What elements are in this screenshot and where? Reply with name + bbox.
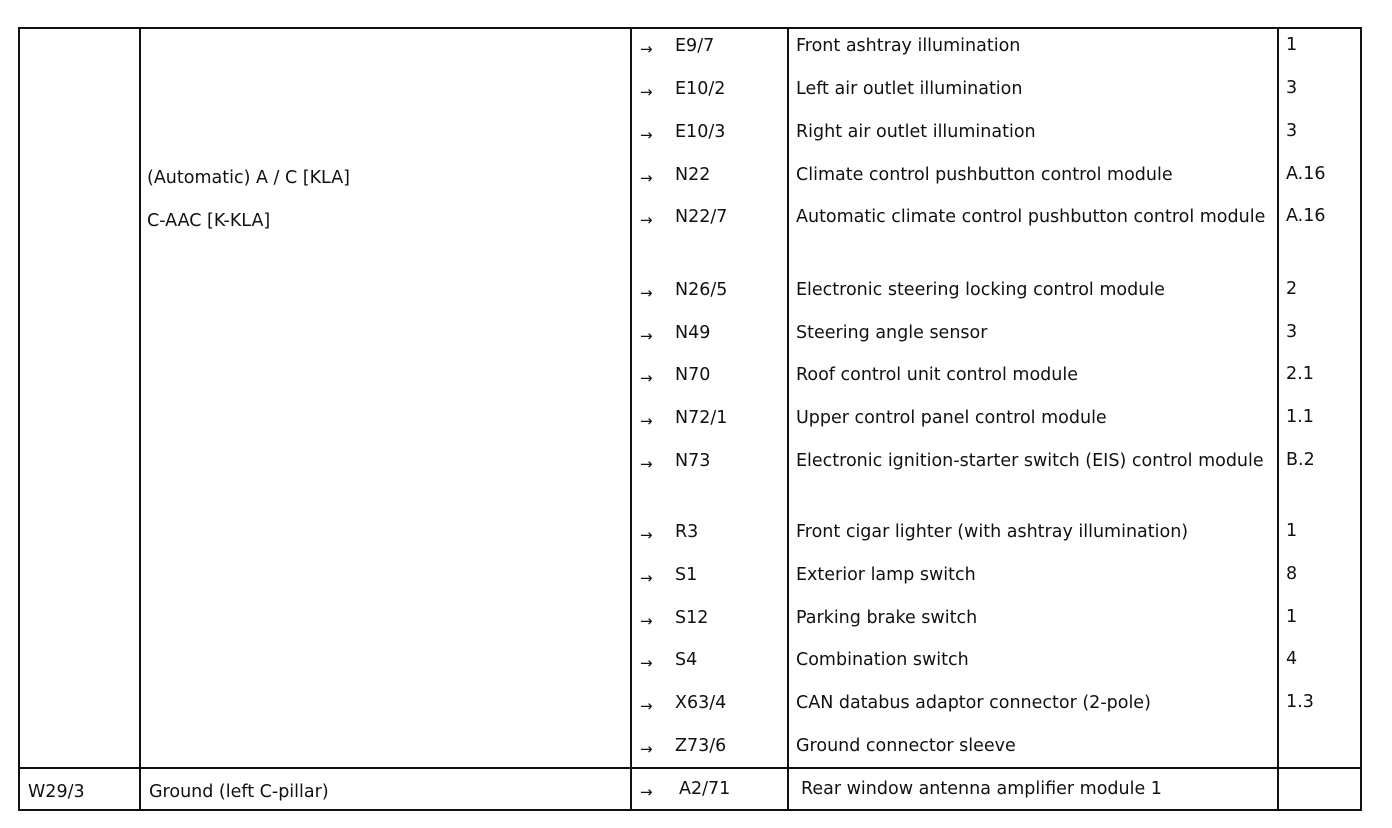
component-description: Left air outlet illumination — [796, 79, 1023, 99]
reference-number: 2 — [1286, 279, 1298, 299]
system-label: (Automatic) A / C [KLA] — [147, 168, 350, 188]
component-code: N72/1 — [675, 408, 728, 428]
col-border-4 — [1277, 27, 1279, 811]
col-border-left — [18, 27, 20, 811]
reference-number: 1 — [1286, 35, 1298, 55]
component-description: Right air outlet illumination — [796, 122, 1036, 142]
arrow-icon: → — [640, 327, 653, 345]
component-description: Combination switch — [796, 650, 969, 670]
component-code: N22/7 — [675, 207, 728, 227]
ground-location: Ground (left C-pillar) — [149, 782, 329, 802]
arrow-icon: → — [640, 412, 653, 430]
component-description: Automatic climate control pushbutton control module — [796, 207, 1266, 227]
component-code: E10/3 — [675, 122, 726, 142]
component-code: S1 — [675, 565, 698, 585]
system-label: C-AAC [K-KLA] — [147, 211, 271, 231]
component-description: Ground connector sleeve — [796, 736, 1016, 756]
component-code: N22 — [675, 165, 711, 185]
component-description: Upper control panel control module — [796, 408, 1107, 428]
arrow-icon: → — [640, 783, 653, 801]
col-border-3 — [787, 27, 789, 811]
arrow-icon: → — [640, 740, 653, 758]
reference-number: 8 — [1286, 564, 1298, 584]
component-code: R3 — [675, 522, 699, 542]
component-description: Electronic ignition-starter switch (EIS) control module — [796, 451, 1264, 471]
reference-number: 4 — [1286, 649, 1298, 669]
arrow-icon: → — [640, 569, 653, 587]
ground-row-top-border — [18, 767, 1362, 769]
reference-number: A.16 — [1286, 164, 1326, 184]
component-description: Steering angle sensor — [796, 323, 988, 343]
reference-number: 3 — [1286, 121, 1298, 141]
arrow-icon: → — [640, 369, 653, 387]
ground-description: Rear window antenna amplifier module 1 — [801, 779, 1162, 799]
arrow-icon: → — [640, 697, 653, 715]
component-description: Parking brake switch — [796, 608, 978, 628]
reference-number: 2.1 — [1286, 364, 1314, 384]
col-border-1 — [139, 27, 141, 811]
reference-number: 1 — [1286, 521, 1298, 541]
reference-number: 1.1 — [1286, 407, 1314, 427]
arrow-icon: → — [640, 526, 653, 544]
ground-code: A2/71 — [679, 779, 731, 799]
reference-number: 3 — [1286, 322, 1298, 342]
component-code: S4 — [675, 650, 698, 670]
reference-number: 3 — [1286, 78, 1298, 98]
component-code: N73 — [675, 451, 711, 471]
arrow-icon: → — [640, 169, 653, 187]
table-top-border — [18, 27, 1362, 29]
arrow-icon: → — [640, 83, 653, 101]
arrow-icon: → — [640, 455, 653, 473]
component-description: Electronic steering locking control module — [796, 280, 1165, 300]
component-code: E9/7 — [675, 36, 715, 56]
component-description: Exterior lamp switch — [796, 565, 976, 585]
component-code: E10/2 — [675, 79, 726, 99]
component-code: N49 — [675, 323, 711, 343]
arrow-icon: → — [640, 211, 653, 229]
component-code: X63/4 — [675, 693, 727, 713]
reference-number: 1 — [1286, 607, 1298, 627]
component-description: Roof control unit control module — [796, 365, 1079, 385]
reference-number: 1.3 — [1286, 692, 1314, 712]
component-code: S12 — [675, 608, 709, 628]
component-code: N70 — [675, 365, 711, 385]
reference-number: B.2 — [1286, 450, 1315, 470]
arrow-icon: → — [640, 284, 653, 302]
component-code: N26/5 — [675, 280, 728, 300]
component-description: Climate control pushbutton control module — [796, 165, 1173, 185]
component-description: Front ashtray illumination — [796, 36, 1021, 56]
col-border-right — [1360, 27, 1362, 811]
arrow-icon: → — [640, 654, 653, 672]
col-border-2 — [630, 27, 632, 811]
ground-id: W29/3 — [28, 782, 85, 802]
reference-number: A.16 — [1286, 206, 1326, 226]
arrow-icon: → — [640, 612, 653, 630]
component-description: CAN databus adaptor connector (2-pole) — [796, 693, 1151, 713]
arrow-icon: → — [640, 40, 653, 58]
component-description: Front cigar lighter (with ashtray illumination) — [796, 522, 1189, 542]
component-code: Z73/6 — [675, 736, 727, 756]
table-bottom-border — [18, 809, 1362, 811]
arrow-icon: → — [640, 126, 653, 144]
